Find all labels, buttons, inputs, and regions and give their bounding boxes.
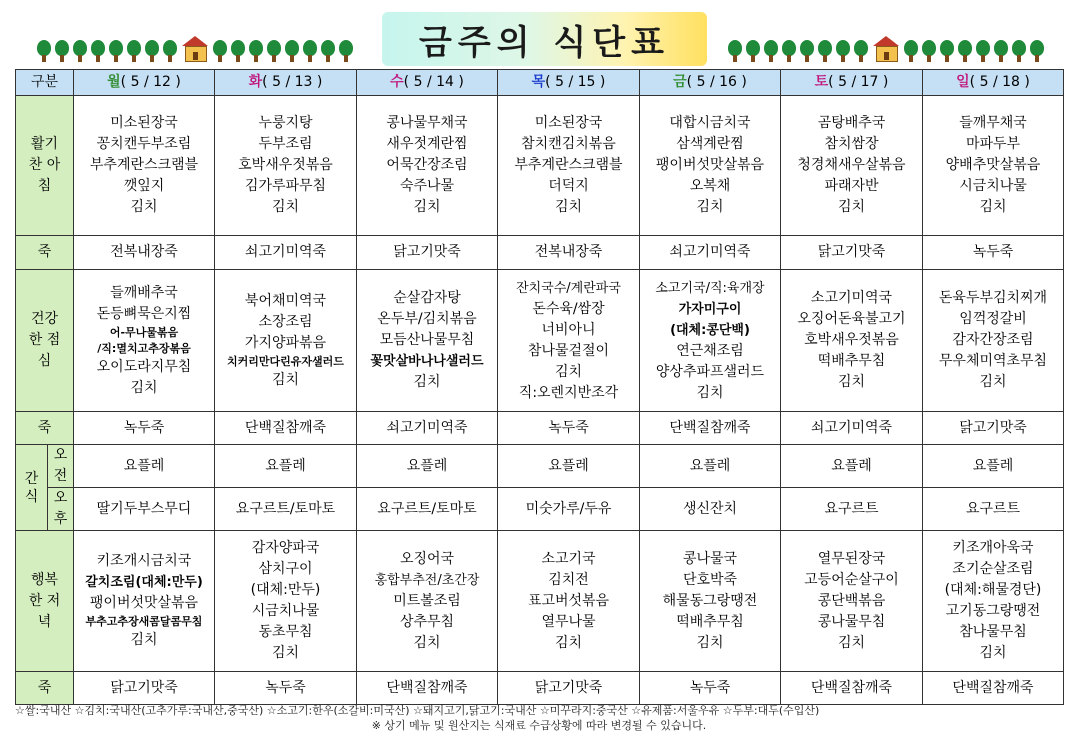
menu-item: 김치: [554, 199, 583, 215]
menu-cell: 요구르트/토마토: [357, 488, 498, 531]
porridge-row: [16, 412, 1064, 445]
menu-item: 소고기미역국: [810, 290, 893, 306]
breakfast-row: [16, 96, 1064, 236]
menu-item: 갈치조림(대체:만두): [85, 575, 203, 590]
porridge-label: 죽: [16, 672, 74, 705]
menu-item: 들깨무채국: [959, 115, 1027, 131]
menu-cell: [923, 531, 1064, 672]
menu-item: 김치: [413, 199, 441, 215]
menu-item: 콩나물국: [682, 550, 738, 567]
menu-item: 연근채조림: [676, 342, 744, 359]
menu-item: 마파두부: [965, 136, 1021, 152]
tree-icon: [72, 40, 88, 62]
tree-icon: [230, 40, 246, 62]
day-date: ( 5 / 17 ): [828, 74, 889, 90]
row-label-text: 건강한 점심: [28, 311, 61, 369]
menu-item: 팽이버섯맛살볶음: [655, 157, 765, 173]
porridge-label: 죽: [16, 412, 74, 445]
menu-cell: [357, 531, 498, 672]
menu-item: 김가루파무침: [244, 178, 327, 194]
page-title: 금주의 식단표: [382, 12, 707, 66]
category-header: 구분: [16, 70, 74, 96]
menu-cell: 닭고기맛죽: [498, 672, 640, 705]
day-date: ( 5 / 12 ): [120, 74, 181, 90]
menu-cell: 생신잔치: [640, 488, 781, 531]
change-notice: ※ 상기 메뉴 및 원산지는 식재료 수급상황에 따라 변경될 수 있습니다.: [371, 719, 707, 732]
tree-icon: [799, 40, 815, 62]
menu-cell: 닭고기맛죽: [781, 236, 923, 270]
menu-cell: 녹두죽: [923, 236, 1064, 270]
menu-item: 김치: [979, 199, 1007, 215]
tree-icon: [54, 40, 70, 62]
tree-icon: [338, 40, 354, 62]
tree-icon: [212, 40, 228, 62]
menu-item: 시금치나물: [251, 603, 320, 619]
menu-item: 호박새우젓볶음: [804, 332, 899, 348]
menu-item: 김치: [554, 634, 583, 651]
menu-item: (대체:해물경단): [944, 582, 1042, 598]
menu-cell: [498, 270, 640, 412]
menu-item: 누룽지탕: [258, 115, 313, 131]
menu-item: 김치: [696, 199, 724, 215]
menu-item: 곰탕배추국: [817, 115, 886, 131]
menu-item: 열무된장국: [817, 550, 886, 567]
menu-cell: [357, 270, 498, 412]
menu-item: 키조개아욱국: [952, 540, 1034, 556]
tree-icon: [835, 40, 851, 62]
menu-item: 미소된장국: [534, 115, 603, 131]
menu-item: 파래자반: [824, 178, 879, 194]
tree-icon: [144, 40, 160, 62]
menu-item: 청경채새우살볶음: [797, 157, 906, 173]
day-name: 토: [814, 74, 829, 90]
menu-item: 삼색계란찜: [676, 136, 744, 152]
tree-icon: [302, 40, 318, 62]
menu-item: 감자간장조림: [952, 332, 1034, 348]
menu-item: 고기동그랑땡전: [945, 603, 1041, 619]
day-name: 목: [531, 74, 546, 90]
snack-label: [16, 445, 48, 531]
decorative-trees-left: [36, 36, 354, 62]
menu-item: 임꺽정갈비: [959, 311, 1027, 327]
day-date: ( 5 / 13 ): [262, 74, 323, 90]
menu-item: 콩나물무채국: [386, 115, 468, 131]
tree-icon: [108, 40, 124, 62]
menu-item: 참치캔김치볶음: [521, 136, 616, 152]
tree-icon: [266, 40, 282, 62]
menu-item: 순살감자탕: [393, 290, 461, 306]
day-header-fri: [640, 70, 781, 96]
menu-item: 부추계란스크램블: [514, 157, 623, 173]
menu-cell: [781, 531, 923, 672]
row-label-text: 간식: [24, 470, 39, 505]
menu-cell: 요플레: [498, 445, 640, 488]
tree-icon: [921, 40, 937, 62]
day-name: 금: [673, 74, 687, 90]
menu-cell: [215, 96, 357, 236]
menu-item: 열무나물: [541, 613, 596, 630]
menu-cell: 단백질참깨죽: [781, 672, 923, 705]
menu-item: 들깨배추국: [110, 284, 178, 301]
menu-item: 시금치나물: [959, 178, 1027, 194]
menu-item: 소장조림: [258, 313, 313, 330]
menu-item: 모듬산나물무침: [379, 332, 475, 348]
menu-item: 가지양파볶음: [244, 334, 327, 351]
day-header-sun: [923, 70, 1064, 96]
menu-cell: [215, 270, 357, 412]
menu-item: 꽃맛살바나나샐러드: [370, 354, 484, 369]
snack-afternoon-label: [48, 488, 74, 531]
menu-item: 온두부/김치볶음: [377, 311, 477, 327]
menu-cell: 닭고기맛죽: [357, 236, 498, 270]
menu-item: 김치: [696, 634, 724, 651]
header-row: [16, 70, 1064, 96]
menu-item: 상추무침: [399, 613, 455, 630]
menu-item: 동초무침: [258, 624, 313, 640]
day-name: 일: [956, 74, 970, 90]
menu-item: 참나물무침: [959, 624, 1027, 640]
snack-morning-row: [16, 445, 1064, 488]
menu-cell: 쇠고기미역죽: [781, 412, 923, 445]
menu-item: 김치: [837, 374, 866, 390]
row-label-text: 행복한 저녁: [28, 571, 61, 630]
tree-icon: [162, 40, 178, 62]
menu-cell: 쇠고기미역죽: [215, 236, 357, 270]
menu-item: 키조개시금치국: [96, 553, 192, 569]
menu-item: 김치: [413, 374, 441, 390]
menu-cell: [215, 531, 357, 672]
decorative-trees-right: [727, 36, 1045, 62]
menu-cell: 녹두죽: [215, 672, 357, 705]
menu-table: [15, 69, 1064, 705]
menu-item: (대체:콩단백): [670, 322, 750, 338]
menu-cell: 녹두죽: [640, 672, 781, 705]
menu-cell: [74, 531, 215, 672]
menu-item: 미소된장국: [110, 115, 178, 131]
menu-item: 호박새우젓볶음: [238, 157, 333, 173]
tree-icon: [903, 40, 919, 62]
tree-icon: [320, 40, 336, 62]
menu-item: 돈육두부김치찌개: [938, 290, 1048, 306]
menu-cell: 요플레: [640, 445, 781, 488]
tree-icon: [853, 40, 869, 62]
sub-label-text: 오후: [53, 490, 68, 527]
menu-item: 소고기국: [541, 550, 596, 567]
menu-item: 부추계란스크램블: [89, 157, 199, 173]
menu-item: 어-무나물볶음: [109, 325, 179, 339]
menu-item: 삼치구이: [258, 561, 313, 577]
day-header-sat: [781, 70, 923, 96]
tree-icon: [781, 40, 797, 62]
day-name: 화: [248, 74, 263, 90]
lunch-label: [16, 270, 74, 412]
menu-item: 가자미구이: [678, 301, 742, 317]
menu-item: 깻잎지: [123, 178, 165, 194]
tree-icon: [993, 40, 1009, 62]
menu-cell: [498, 531, 640, 672]
day-name: 수: [390, 74, 404, 90]
tree-icon: [975, 40, 991, 62]
menu-cell: 전복내장죽: [74, 236, 215, 270]
menu-item: 무우체미역초무침: [938, 353, 1048, 369]
menu-cell: 딸기두부스무디: [74, 488, 215, 531]
menu-item: 오징어돈육불고기: [797, 311, 906, 327]
snack-afternoon-row: [16, 488, 1064, 531]
day-header-mon: [74, 70, 215, 96]
menu-item: 부추고추장새콤달콤무침: [85, 615, 203, 628]
menu-item: 김치: [979, 374, 1007, 390]
menu-cell: 단백질참깨죽: [357, 672, 498, 705]
menu-item: 고등어순살구이: [804, 571, 899, 588]
menu-cell: 쇠고기미역죽: [357, 412, 498, 445]
day-date: ( 5 / 15 ): [545, 74, 606, 90]
menu-cell: 쇠고기미역죽: [640, 236, 781, 270]
breakfast-label: [16, 96, 74, 236]
tree-icon: [957, 40, 973, 62]
menu-cell: [640, 96, 781, 236]
menu-cell: 녹두죽: [498, 412, 640, 445]
row-label-text: 활기찬 아침: [28, 136, 61, 194]
tree-icon: [36, 40, 52, 62]
lunch-row: [16, 270, 1064, 412]
menu-item: 김치: [696, 384, 724, 401]
menu-item: 참치쌈장: [824, 136, 879, 152]
menu-item: 팽이버섯맛살볶음: [89, 595, 199, 611]
menu-item: 콩나물무침: [817, 613, 886, 630]
menu-item: 두부조림: [258, 136, 313, 152]
day-header-thu: [498, 70, 640, 96]
menu-item: 김치: [271, 371, 300, 388]
menu-cell: [640, 270, 781, 412]
menu-cell: 미숫가루/두유: [498, 488, 640, 531]
dinner-label: [16, 531, 74, 672]
menu-cell: 전복내장죽: [498, 236, 640, 270]
dinner-row: [16, 531, 1064, 672]
menu-item: 오복채: [689, 178, 731, 194]
tree-icon: [1029, 40, 1045, 62]
menu-item: 단호박죽: [682, 571, 738, 588]
menu-item: 김치: [271, 645, 300, 661]
menu-cell: [74, 270, 215, 412]
tree-icon: [727, 40, 743, 62]
menu-item: 새우젓계란찜: [386, 136, 468, 152]
menu-item: 양상추파프샐러드: [655, 363, 765, 380]
tree-icon: [763, 40, 779, 62]
page-header: [0, 0, 1081, 68]
tree-icon: [817, 40, 833, 62]
menu-cell: 녹두죽: [74, 412, 215, 445]
menu-cell: 요플레: [781, 445, 923, 488]
menu-item: 김치전: [548, 571, 589, 588]
menu-cell: [357, 96, 498, 236]
menu-cell: 요플레: [74, 445, 215, 488]
menu-item: 오징어국: [399, 550, 455, 567]
menu-item: 돈수육/쌈장: [532, 300, 605, 317]
day-date: ( 5 / 18 ): [969, 74, 1030, 90]
menu-item: 북어채미역국: [244, 292, 327, 309]
menu-item: 김치: [837, 199, 866, 215]
menu-item: 김치: [837, 634, 866, 651]
porridge-row: [16, 672, 1064, 705]
menu-item: 치커리만다린유자샐러드: [227, 354, 344, 368]
menu-item: 직:오렌지반조각: [518, 384, 619, 401]
day-date: ( 5 / 16 ): [686, 74, 747, 90]
menu-item: 미트볼조림: [393, 592, 461, 609]
footer: [15, 703, 1063, 733]
menu-cell: [781, 96, 923, 236]
tree-icon: [248, 40, 264, 62]
menu-cell: 단백질참깨죽: [640, 412, 781, 445]
menu-item: (대체:만두): [250, 582, 321, 598]
menu-item: 꽁치캔두부조림: [96, 136, 192, 152]
origin-notice: ☆쌀:국내산 ☆김치:국내산(고추가루:국내산,중국산) ☆소고기:한우(소갈비:미국산) ☆돼지고기,닭고기:국내산 ☆미꾸라지:중국산 ☆유제품:서울우유 ☆두부:대두(수입산): [15, 704, 820, 717]
menu-cell: [74, 96, 215, 236]
menu-item: 김치: [130, 632, 158, 648]
menu-item: 떡배추무침: [817, 353, 886, 369]
menu-cell: 닭고기맛죽: [923, 412, 1064, 445]
sub-label-text: 오전: [53, 447, 68, 484]
porridge-row: [16, 236, 1064, 270]
menu-cell: 요구르트/토마토: [215, 488, 357, 531]
menu-item: 오이도라지무침: [96, 358, 192, 375]
menu-cell: [781, 270, 923, 412]
menu-cell: 닭고기맛죽: [74, 672, 215, 705]
menu-cell: [498, 96, 640, 236]
menu-item: 돈등뼈묵은지찜: [96, 305, 192, 322]
snack-morning-label: [48, 445, 74, 488]
menu-item: 해물동그랑땡전: [662, 592, 758, 609]
menu-item: 어묵간장조림: [386, 157, 468, 173]
menu-item: 김치: [130, 379, 158, 396]
menu-cell: 단백질참깨죽: [923, 672, 1064, 705]
menu-item: 홍합부추전/초간장: [374, 572, 480, 588]
tree-icon: [1011, 40, 1027, 62]
menu-item: 콩단백볶음: [817, 592, 886, 609]
menu-item: 소고기국/직:육개장: [655, 280, 765, 296]
menu-item: 김치: [979, 645, 1007, 661]
menu-item: 조기순살조림: [952, 561, 1034, 577]
menu-item: 김치: [130, 199, 158, 215]
menu-item: 양배추맛살볶음: [945, 157, 1041, 173]
menu-item: 감자양파국: [251, 540, 320, 556]
menu-item: 김치: [554, 363, 583, 380]
menu-item: 잔치국수/계란파국: [516, 280, 621, 296]
porridge-label: 죽: [16, 236, 74, 270]
tree-icon: [745, 40, 761, 62]
day-header-tue: [215, 70, 357, 96]
menu-cell: [640, 531, 781, 672]
menu-cell: 요구르트: [923, 488, 1064, 531]
menu-item: 김치: [271, 199, 300, 215]
menu-item: 떡배추무침: [676, 613, 744, 630]
menu-cell: [923, 270, 1064, 412]
day-header-wed: [357, 70, 498, 96]
house-icon: [182, 36, 208, 62]
tree-icon: [90, 40, 106, 62]
menu-cell: 요구르트: [781, 488, 923, 531]
menu-item: 너비아니: [541, 321, 596, 338]
menu-cell: 요플레: [215, 445, 357, 488]
menu-item: 표고버섯볶음: [527, 592, 610, 609]
menu-item: 숙주나물: [399, 178, 455, 194]
day-name: 월: [107, 74, 121, 90]
menu-cell: 요플레: [357, 445, 498, 488]
menu-cell: 단백질참깨죽: [215, 412, 357, 445]
tree-icon: [126, 40, 142, 62]
menu-item: 대합시금치국: [669, 115, 751, 131]
menu-item: /직:멸치고추장볶음: [97, 341, 191, 355]
house-icon: [873, 36, 899, 62]
tree-icon: [284, 40, 300, 62]
menu-cell: 요플레: [923, 445, 1064, 488]
menu-item: 김치: [413, 634, 441, 651]
menu-item: 참나물겉절이: [527, 342, 610, 359]
menu-cell: [923, 96, 1064, 236]
menu-item: 더덕지: [548, 178, 589, 194]
day-date: ( 5 / 14 ): [403, 74, 464, 90]
tree-icon: [939, 40, 955, 62]
